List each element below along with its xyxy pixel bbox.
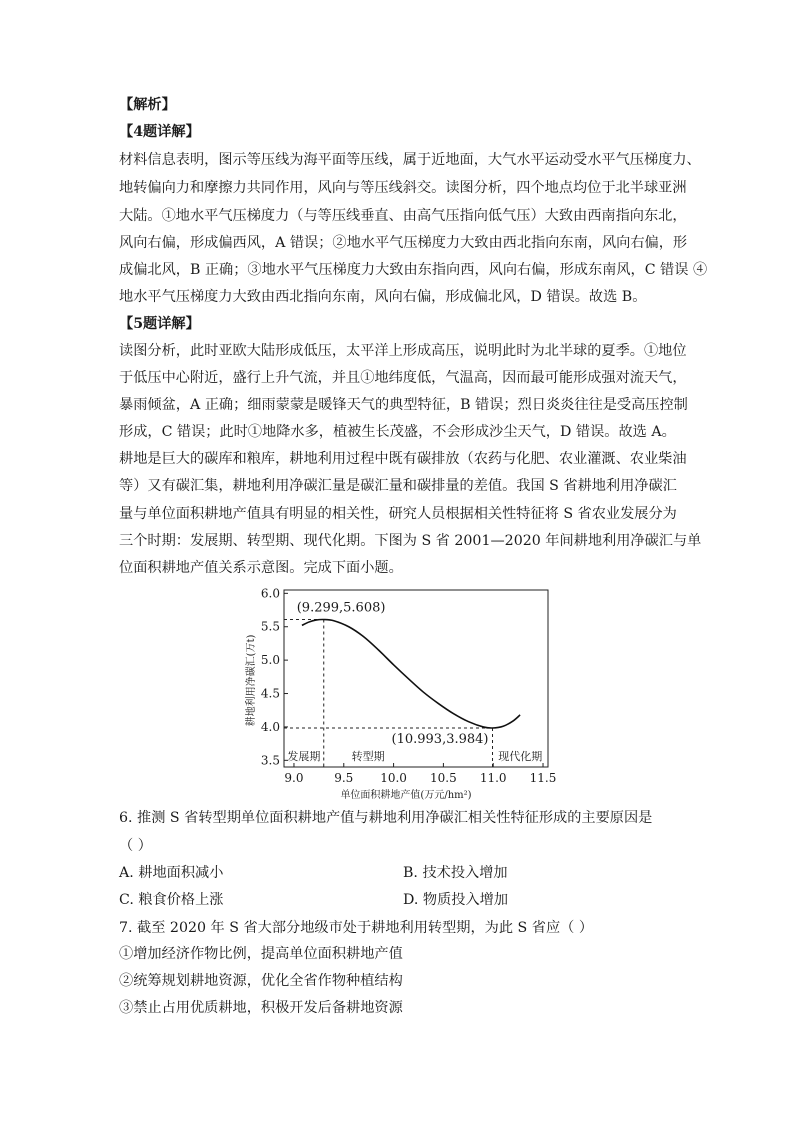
y-tick-label: 4.5 <box>260 686 280 701</box>
series-line-carbon-sink <box>302 619 520 728</box>
q6-option-a[interactable]: A. 耕地面积减小 <box>119 865 224 881</box>
analysis-title: 【解析】 <box>119 97 176 113</box>
q4-line: 材料信息表明，图示等压线为海平面等压线，属于近地面，大气水平运动受水平气压梯度力、 <box>119 152 701 168</box>
material-line: 等）又有碳汇集，耕地利用净碳汇量是碳汇量和碳排量的差值。我国 S 省耕地利用净碳汇 <box>119 478 677 494</box>
annotation-trough: (10.993,3.984) <box>391 731 489 747</box>
q4-line: 地转偏向力和摩擦力共同作用，风向与等压线斜交。读图分析，四个地点均位于北半球亚洲 <box>119 180 687 196</box>
x-axis-label: 单位面积耕地产值(万元/hm²) <box>340 790 472 801</box>
material-line: 量与单位面积耕地产值具有明显的相关性，研究人员根据相关性特征将 S 省农业发展分为 <box>119 506 677 522</box>
q6-option-c[interactable]: C. 粮食价格上涨 <box>119 892 224 908</box>
q6-option-b[interactable]: B. 技术投入增加 <box>403 865 508 881</box>
period-label-transition: 转型期 <box>351 750 385 763</box>
q7-item: ③禁止占用优质耕地，积极开发后备耕地资源 <box>119 1000 403 1016</box>
q5-heading: 【5题详解】 <box>119 316 200 332</box>
q4-heading: 【4题详解】 <box>119 124 200 140</box>
carbon-sink-chart <box>236 585 556 810</box>
period-label-development: 发展期 <box>287 750 321 763</box>
material-line: 耕地是巨大的碳库和粮库，耕地利用过程中既有碳排放（农药与化肥、农业灌溉、农业柴油 <box>119 451 687 467</box>
q4-line: 地水平气压梯度力大致由西北指向东南，风向右偏，形成偏北风，D 错误。故选 B。 <box>119 289 647 305</box>
y-tick-label: 6.0 <box>260 586 280 601</box>
y-axis-label: 耕地利用净碳汇(万t) <box>246 634 257 727</box>
q4-line: 风向右偏，形成偏西风，A 错误；②地水平气压梯度力大致由西北指向东南，风向右偏，形 <box>119 235 688 251</box>
x-tick-label: 10.0 <box>380 771 407 785</box>
material-line: 位面积耕地产值关系示意图。完成下面小题。 <box>119 560 403 576</box>
x-tick-label: 9.5 <box>334 771 354 785</box>
q6-option-d[interactable]: D. 物质投入增加 <box>403 892 509 908</box>
q7-item: ①增加经济作物比例，提高单位面积耕地产值 <box>119 946 403 962</box>
q4-line: 成偏北风，B 正确；③地水平气压梯度力大致由东指向西，风向右偏，形成东南风，C 错误 ④ <box>119 262 708 278</box>
q4-line: 大陆。①地水平气压梯度力（与等压线垂直、由高气压指向低气压）大致由西南指向东北， <box>119 208 687 224</box>
y-tick-label: 5.5 <box>260 619 280 634</box>
q6-paren: （ ） <box>119 838 152 854</box>
q7-stem: 7. 截至 2020 年 S 省大部分地级市处于耕地利用转型期，为此 S 省应（ ） <box>119 920 594 936</box>
x-tick-label: 10.5 <box>430 771 457 785</box>
y-tick-label: 4.0 <box>260 719 280 734</box>
annotation-peak: (9.299,5.608) <box>296 600 386 616</box>
y-tick-label: 5.0 <box>260 653 280 668</box>
q5-line: 于低压中心附近，盛行上升气流，并且①地纬度低，气温高，因而最可能形成强对流天气， <box>119 370 687 386</box>
q5-line: 形成，C 错误；此时①地降水多，植被生长茂盛，不会形成沙尘天气，D 错误。故选 A。 <box>119 424 676 440</box>
period-label-modern: 现代化期 <box>498 750 543 763</box>
q5-line: 暴雨倾盆，A 正确；细雨蒙蒙是暖锋天气的典型特征，B 错误；烈日炎炎往往是受高压控制 <box>119 397 688 413</box>
q7-item: ②统筹规划耕地资源，优化全省作物种植结构 <box>119 973 403 989</box>
q6-stem: 6. 推测 S 省转型期单位面积耕地产值与耕地利用净碳汇相关性特征形成的主要原因是 <box>119 810 653 826</box>
material-line: 三个时期：发展期、转型期、现代化期。下图为 S 省 2001—2020 年间耕地利用净碳汇与单 <box>119 533 702 549</box>
q5-line: 读图分析，此时亚欧大陆形成低压，太平洋上形成高压，说明此时为北半球的夏季。①地位 <box>119 343 687 359</box>
x-tick-label: 9.0 <box>284 771 304 785</box>
x-tick-label: 11.0 <box>479 771 507 785</box>
y-tick-label: 3.5 <box>260 753 280 768</box>
x-tick-label: 11.5 <box>529 771 556 785</box>
